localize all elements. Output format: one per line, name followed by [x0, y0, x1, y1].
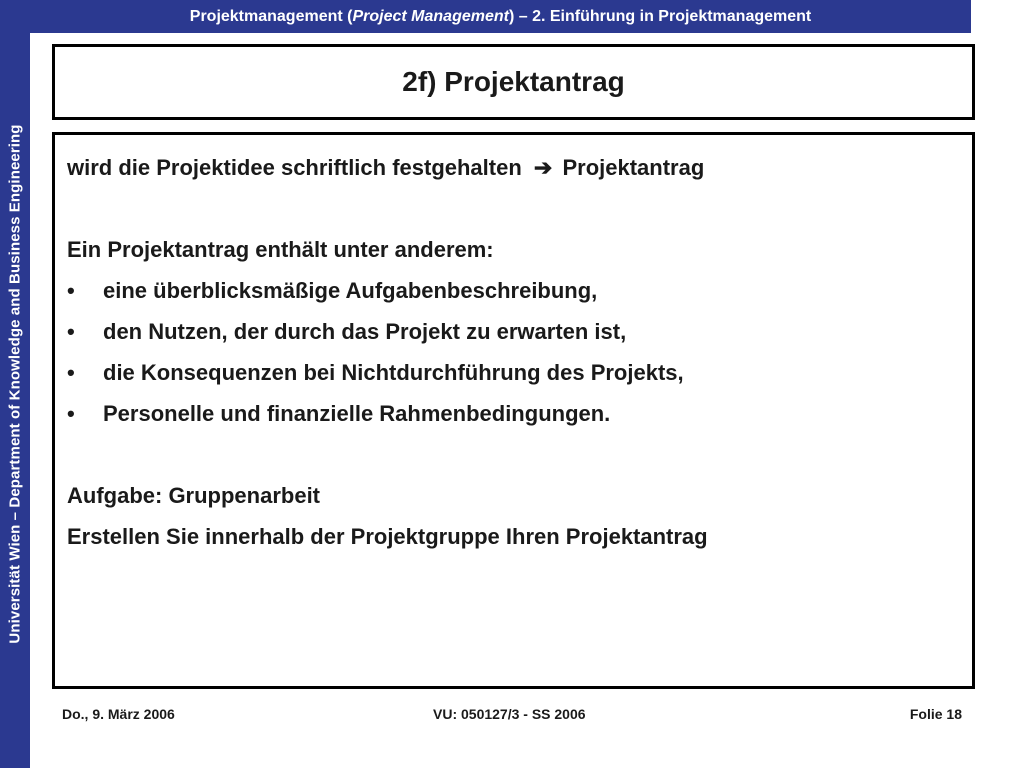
intro-target: Projektantrag [562, 155, 705, 180]
bullet-icon: • [67, 278, 75, 303]
arrow-right-icon: ➔ [533, 155, 553, 180]
task-text: Erstellen Sie innerhalb der Projektgruppe Ihren Projektantrag [67, 524, 708, 549]
footer-course: VU: 050127/3 - SS 2006 [433, 706, 586, 722]
header-italic: Project Management [352, 7, 509, 25]
list-item [67, 393, 960, 434]
task-heading: Aufgabe: Gruppenarbeit [67, 483, 321, 508]
footer-date: Do., 9. März 2006 [62, 706, 175, 722]
intro-line [67, 147, 960, 188]
list-item-text: Personelle und finanzielle Rahmenbedingungen. [103, 401, 611, 426]
list-heading: Ein Projektantrag enthält unter anderem: [67, 237, 494, 262]
list-item-text: eine überblicksmäßige Aufgabenbeschreibung, [103, 278, 598, 303]
intro-text: wird die Projektidee schriftlich festgehalten [67, 155, 522, 180]
bullet-icon: • [67, 360, 75, 385]
sidebar-label: Universität Wien – Department of Knowledge and Business Engineering [6, 124, 24, 644]
list-item [67, 270, 960, 311]
header-prefix: Projektmanagement ( [189, 7, 353, 25]
bullet-icon: • [67, 401, 75, 426]
header-bar [30, 0, 971, 33]
list-item [67, 352, 960, 393]
sidebar [0, 0, 30, 768]
list-item-text: die Konsequenzen bei Nichtdurchführung des Projekts, [103, 360, 684, 385]
list-item [67, 311, 960, 352]
bullet-icon: • [67, 319, 75, 344]
footer-slide-number: Folie 18 [909, 706, 962, 722]
slide-title: 2f) Projektantrag [402, 66, 625, 97]
spacer [67, 188, 960, 229]
slide-content [67, 147, 960, 557]
list-item-text: den Nutzen, der durch das Projekt zu erwarten ist, [103, 319, 627, 344]
spacer [67, 434, 960, 475]
content-box [52, 132, 975, 689]
title-box [52, 44, 975, 120]
header-suffix: ) – 2. Einführung in Projektmanagement [508, 7, 812, 25]
